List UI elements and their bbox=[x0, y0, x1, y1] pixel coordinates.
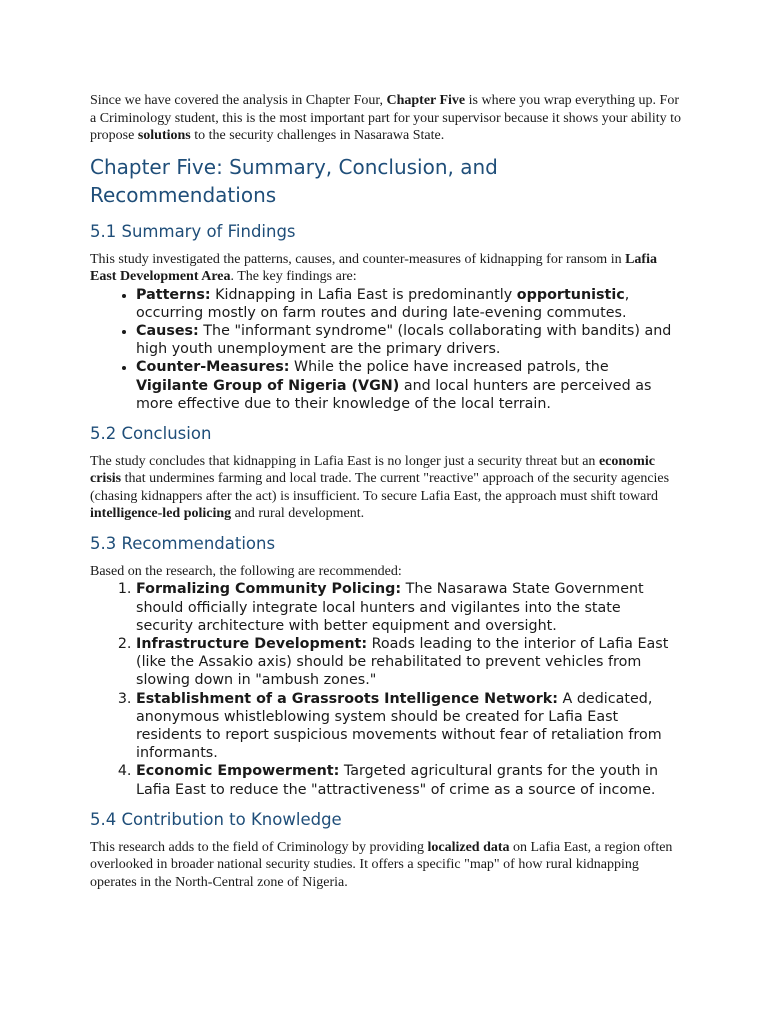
conclusion-paragraph bbox=[90, 453, 682, 523]
conclusion-text: The study concludes that kidnapping in Lafia East is no longer just a security threat but an bbox=[90, 453, 599, 469]
list-item bbox=[136, 580, 682, 635]
finding-bold: opportunistic bbox=[516, 286, 625, 303]
recommendation-label: Establishment of a Grassroots Intelligence Network: bbox=[136, 690, 558, 707]
contribution-text: This research adds to the field of Criminology by providing bbox=[90, 839, 428, 855]
recommendations-intro: Based on the research, the following are recommended: bbox=[90, 563, 402, 579]
recommendation-text: Roads leading to the interior of Lafia East (like the Assakio axis) should be rehabilitated to prevent vehicles from slowing down in "ambush zones." bbox=[136, 636, 669, 689]
conclusion-bold: intelligence-led policing bbox=[90, 506, 232, 522]
chapter-title: Chapter Five: Summary, Conclusion, and Recommendations bbox=[90, 154, 498, 207]
summary-text: This study investigated the patterns, causes, and counter-measures of kidnapping for ransom in bbox=[90, 251, 626, 267]
list-item bbox=[136, 762, 682, 798]
recommendation-label: Infrastructure Development: bbox=[136, 636, 368, 653]
finding-text: The "informant syndrome" (locals collaborating with bandits) and high youth unemployment are the primary drivers. bbox=[136, 322, 672, 358]
contribution-paragraph bbox=[90, 839, 682, 892]
finding-bold: Vigilante Group of Nigeria (VGN) bbox=[136, 377, 400, 394]
recommendation-label: Economic Empowerment: bbox=[136, 763, 340, 780]
list-item bbox=[136, 690, 682, 763]
summary-bold-area: Lafia East Development Area bbox=[90, 251, 657, 284]
heading-5-4: 5.4 Contribution to Knowledge bbox=[90, 809, 342, 829]
recommendation-text: A dedicated, anonymous whistleblowing system should be created for Lafia East residents to report suspicious movements without fear of retaliation from informants. bbox=[136, 690, 662, 762]
finding-label: Patterns: bbox=[136, 286, 211, 303]
document-page bbox=[90, 92, 682, 891]
finding-text: Kidnapping in Lafia East is predominantly bbox=[210, 286, 517, 303]
list-item bbox=[136, 635, 682, 690]
contribution-bold: localized data bbox=[427, 839, 510, 855]
intro-text: to the security challenges in Nasarawa State. bbox=[190, 128, 445, 143]
conclusion-text: and rural development. bbox=[231, 506, 365, 522]
findings-list bbox=[90, 286, 682, 413]
recommendation-label: Formalizing Community Policing: bbox=[136, 581, 402, 598]
intro-text: is where you wrap everything up. For a Criminology student, this is the most important part for your supervisor because it shows your ability to propose bbox=[90, 93, 682, 143]
recommendation-text: The Nasarawa State Government should officially integrate local hunters and vigilantes into the state security architecture with better equipment and oversight. bbox=[136, 581, 644, 634]
list-item bbox=[136, 358, 682, 413]
summary-text: . The key findings are: bbox=[230, 269, 357, 284]
list-item bbox=[136, 322, 682, 358]
finding-text: and local hunters are perceived as more effective due to their knowledge of the local terrain. bbox=[136, 377, 652, 412]
recommendations-list bbox=[90, 580, 682, 798]
heading-5-2: 5.2 Conclusion bbox=[90, 423, 212, 443]
finding-label: Counter-Measures: bbox=[136, 359, 290, 376]
heading-5-3: 5.3 Recommendations bbox=[90, 533, 276, 553]
contribution-text: on Lafia East, a region often overlooked in broader national security studies. It offers a specific "map" of how rural kidnapping operates in the North-Central zone of Nigeria. bbox=[90, 839, 673, 890]
conclusion-bold: economic crisis bbox=[90, 453, 655, 487]
intro-bold-solutions: solutions bbox=[137, 128, 191, 143]
intro-text: Since we have covered the analysis in Chapter Four, bbox=[90, 93, 387, 108]
summary-paragraph bbox=[90, 251, 682, 286]
finding-text: While the police have increased patrols, the bbox=[289, 359, 609, 376]
list-item bbox=[136, 286, 682, 322]
intro-paragraph bbox=[90, 92, 682, 145]
conclusion-text: that undermines farming and local trade. The current "reactive" approach of the security agencies (chasing kidnappers after the act) is insufficient. To secure Lafia East, the approach must shift toward bbox=[90, 471, 670, 504]
finding-text: , occurring mostly on farm routes and during late-evening commutes. bbox=[136, 286, 630, 321]
finding-label: Causes: bbox=[136, 322, 199, 339]
intro-bold-chapter: Chapter Five bbox=[386, 93, 466, 108]
recommendation-text: Targeted agricultural grants for the youth in Lafia East to reduce the "attractiveness" of crime as a source of income. bbox=[136, 763, 659, 798]
heading-5-1: 5.1 Summary of Findings bbox=[90, 221, 296, 241]
